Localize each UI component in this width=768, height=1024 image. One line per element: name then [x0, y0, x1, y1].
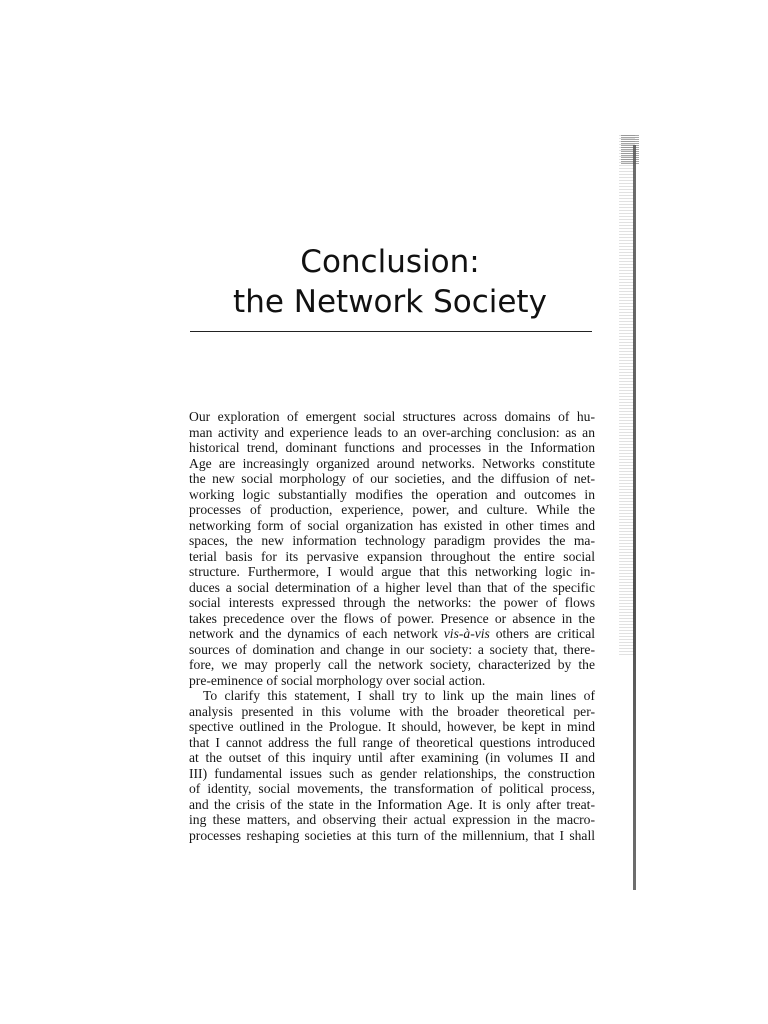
text-line: networking form of social organization has existed in other times and	[189, 517, 595, 533]
text-line: and the crisis of the state in the Information Age. It is only after treat-	[189, 796, 595, 812]
text-line: structure. Furthermore, I would argue that this networking logic in-	[189, 564, 595, 579]
scanned-page-edge	[619, 135, 641, 890]
text-line: Our exploration of emergent social structures across domains of hu-	[189, 409, 595, 424]
body-text	[189, 409, 595, 843]
text-line: pre-eminence of social morphology over social action.	[189, 672, 486, 688]
text-line: fore, we may properly call the network society, characterized by the	[189, 657, 595, 672]
text-line: spaces, the new information technology paradigm provides the ma-	[189, 533, 595, 548]
text-line: at the outset of this inquiry until after examining (in volumes II and	[189, 750, 595, 765]
text-line: terial basis for its pervasive expansion throughout the entire social	[189, 548, 595, 564]
text-line: processes of production, experience, power, and culture. While the	[189, 502, 595, 517]
paragraph-start-line: To clarify this statement, I shall try to link up the main lines of	[203, 688, 595, 703]
italic-phrase: vis-à-vis	[443, 626, 490, 641]
text-line: sources of domination and change in our society: a society that, there-	[189, 641, 595, 657]
chapter-title-line-2: the Network Society	[233, 284, 547, 320]
text-line: man activity and experience leads to an over-arching conclusion: as an	[189, 424, 595, 440]
text-line: analysis presented in this volume with the broader theoretical per-	[189, 703, 595, 719]
text-line-with-italic	[189, 626, 595, 642]
text-line: that I cannot address the full range of theoretical questions introduced	[189, 734, 595, 750]
text-line: processes reshaping societies at this turn of the millennium, that I shall	[189, 827, 595, 843]
text-line: spective outlined in the Prologue. It should, however, be kept in mind	[189, 719, 595, 734]
binding-edge-line	[633, 145, 636, 890]
text-line: duces a social determination of a higher level than that of the specific	[189, 579, 595, 595]
text-line: the new social morphology of our societies, and the diffusion of net-	[189, 471, 595, 486]
text-line: III) fundamental issues such as gender relationships, the construction	[189, 765, 595, 781]
text-line: takes precedence over the flows of power. Presence or absence in the	[189, 610, 595, 626]
title-divider	[190, 331, 592, 332]
text-line: social interests expressed through the networks: the power of flows	[189, 595, 595, 610]
text-line: of identity, social movements, the transformation of political process,	[189, 781, 595, 796]
chapter-title	[190, 242, 590, 322]
text-fragment: others are critical	[489, 626, 595, 641]
text-line: ing these matters, and observing their actual expression in the macro-	[189, 812, 595, 827]
text-line: historical trend, dominant functions and processes in the Information	[189, 440, 595, 455]
text-line: working logic substantially modifies the operation and outcomes in	[189, 486, 595, 502]
text-line: Age are increasingly organized around networks. Networks constitute	[189, 455, 595, 471]
text-fragment: network and the dynamics of each network	[189, 626, 444, 641]
chapter-title-line-1: Conclusion:	[300, 244, 480, 280]
